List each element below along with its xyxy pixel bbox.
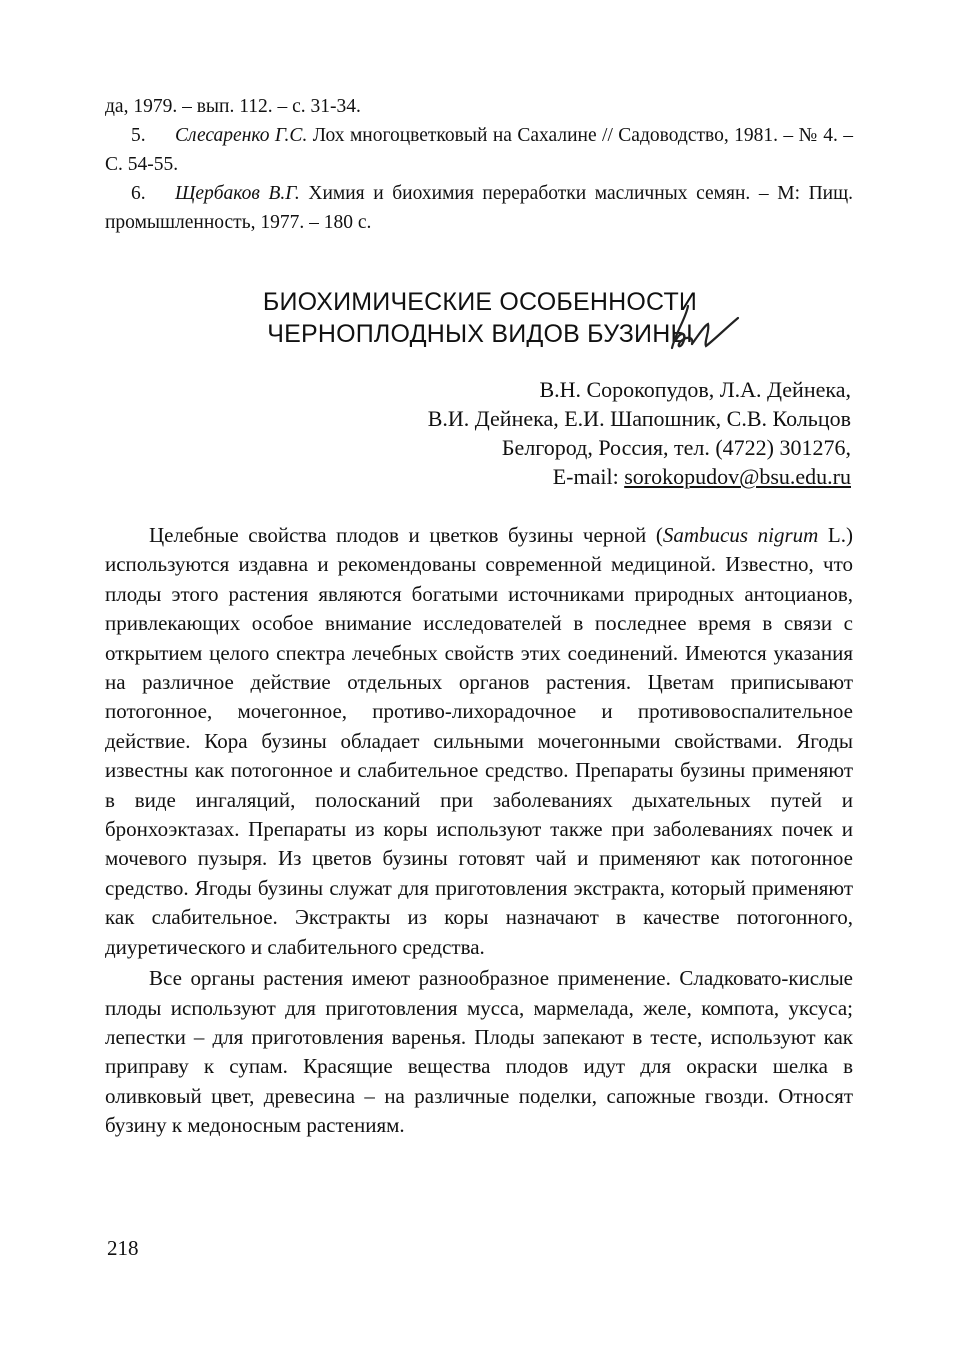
authors-line: В.Н. Сорокопудов, Л.А. Дейнека, [539,377,851,402]
references-list [105,92,853,237]
affiliation-line: Белгород, Россия, тел. (4722) 301276, [501,435,851,460]
body-paragraph: Все органы растения имеют разнообразное применение. Сладковато-кислые плоды используют для приготовления мусса, мармелада, желе, компота, уксуса; лепестки – для приготовления варенья. Плоды запекают в тесте, используют как приправу к супам. Красящие вещества плодов идут для окраски шелка в оливковый цвет, древесина – на различные поделки, сапожные гвозди. Относят бузину к медоносным растениям. [105,966,853,1138]
article-body [105,521,853,1141]
authors-line: В.И. Дейнека, Е.И. Шапошник, С.В. Кольцов [427,406,851,431]
title-line: БИОХИМИЧЕСКИЕ ОСОБЕННОСТИ [262,288,698,316]
latin-name: Sambucus nigrum [662,523,819,547]
reference-text: да, 1979. – вып. 112. – с. 31-34. [105,96,361,117]
email-link[interactable]: sorokopudov@bsu.edu.ru [624,464,851,489]
reference-item [105,121,853,179]
title-line: ЧЕРНОПЛОДНЫХ ВИДОВ БУЗИНЫ [267,320,693,348]
email-label: E-mail: [552,464,625,489]
reference-text: Лох многоцветковый на Сахалине // Садоводство, 1981. – № 4. – С. 54-55. [105,125,854,175]
reference-text: Химия и биохимия переработки масличных семян. – М: Пищ. промышленность, 1977. – 180 с. [105,183,853,233]
reference-author: Щербаков В.Г. [175,183,300,204]
reference-continuation [105,92,853,121]
page-number: 218 [107,1236,139,1260]
paragraph-text: L.) используются издавна и рекомендованы современной медициной. Известно, что плоды этого растения являются богатыми источниками природных антоцианов, привлекающих особое внимание исследователей в последнее время в связи с открытием целого спектра лечебных свойств этих соединений. Имеются указания на различное действие отдельных органов растения. Цветам приписывают потогонное, мочегонное, противо-лихорадочное и противовоспалительное действие. Кора бузины обладает сильными мочегонными свойствами. Ягоды известны как потогонное и слабительное средство. Препараты бузины применяют в виде ингаляций, полосканий при заболеваниях дыхательных путей и бронхоэктазах. Препараты из коры используют также при заболеваниях почек и мочевого пузыря. Из цветов бузины готовят чай и применяют как потогонное средство. Ягоды бузины служат для приготовления экстракта, который применяют как слабительное. Экстракты из коры назначают в качестве потогонного, диуретического и слабительного средства. [105,523,853,959]
reference-author: Слесаренко Г.С. [175,125,308,146]
reference-number: 5. [131,125,146,146]
reference-item [105,179,853,237]
body-paragraph [105,521,853,962]
reference-number: 6. [131,183,146,204]
handwritten-scribble [664,296,744,356]
email-line [428,462,851,491]
paragraph-text: Целебные свойства плодов и цветков бузины черной ( [149,523,663,547]
authors-block [428,375,851,491]
